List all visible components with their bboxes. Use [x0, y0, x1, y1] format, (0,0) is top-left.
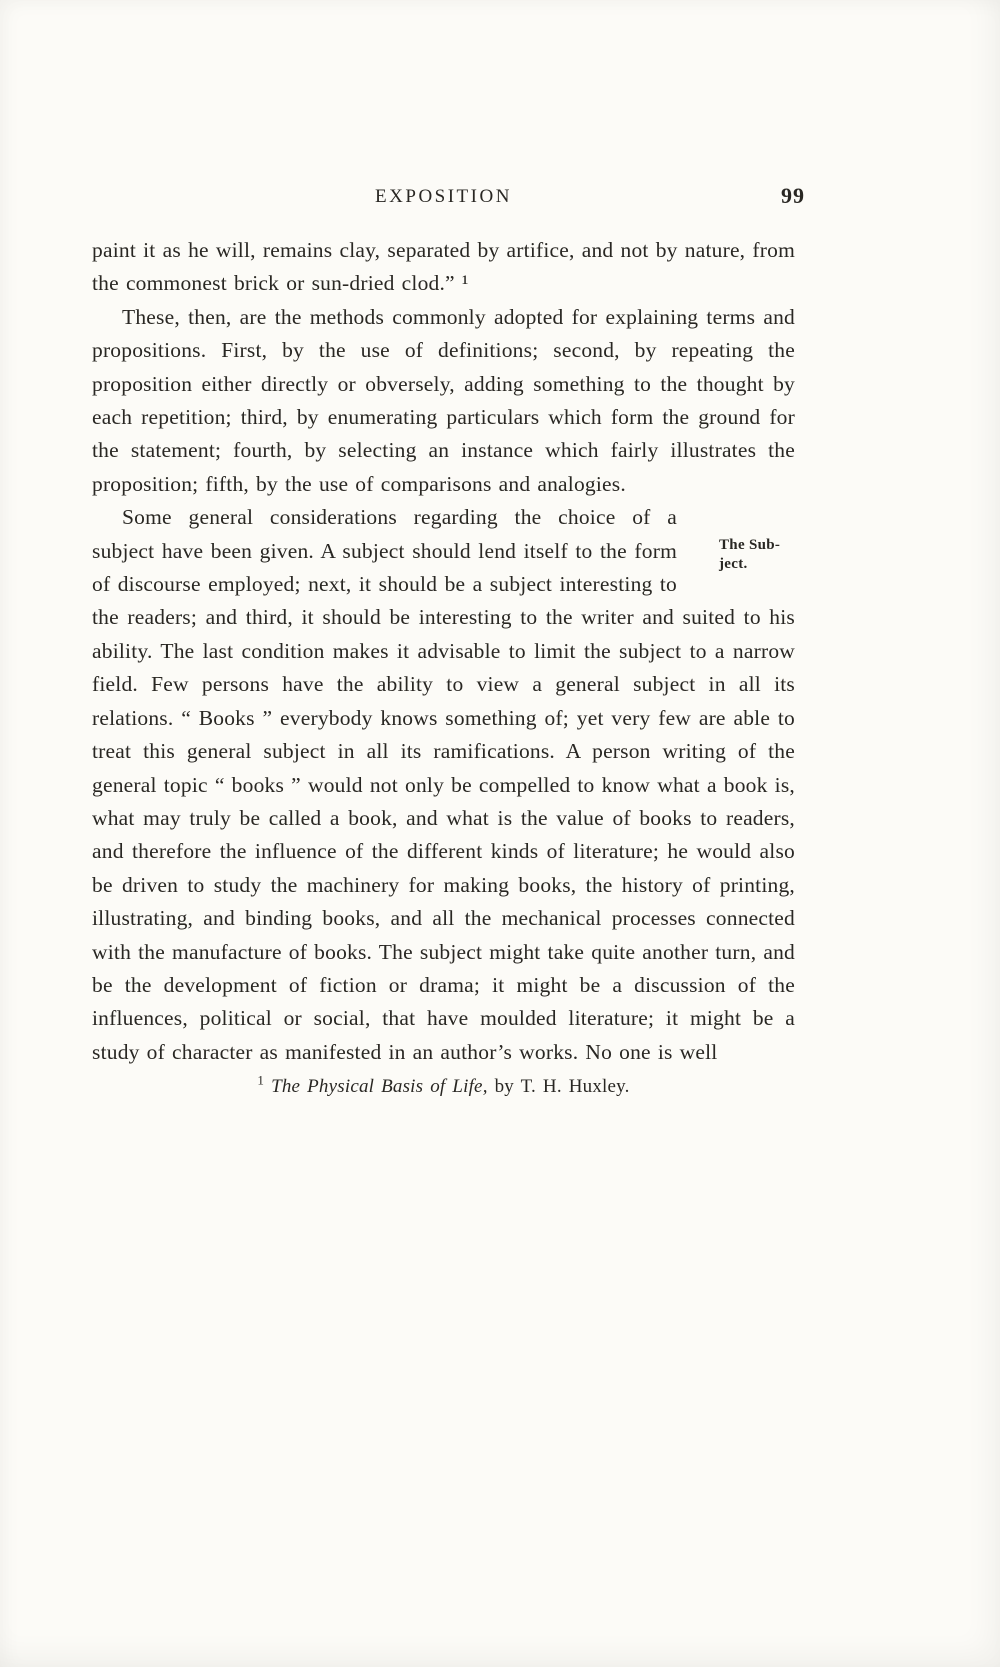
paragraph-subject: [92, 501, 795, 1069]
footnote-text: by T. H. Huxley.: [494, 1076, 630, 1098]
text-block: [92, 234, 795, 1100]
paragraph-subject-text: Some general considerations regarding the choice of a subject have been given. A subject should lend itself to the form of discourse employed; next, it should be a subject interesting to the readers; and third, it should be interesting to the writer and suited to his ability. The last condition makes it advisable to limit the subject to a narrow field. Few persons have the ability to view a general subject in all its relations. “ Books ” everybody knows something of; yet very few are able to treat this general subject in all its ramifications. A person writing of the general topic “ books ” would not only be compelled to know what a book is, what may truly be called a book, and what is the value of books to readers, and therefore the influence of the different kinds of literature; he would also be driven to study the machinery for making books, the history of printing, illustrating, and binding books, and all the mechanical processes connected with the manufacture of books. The subject might take quite another turn, and be the development of fiction or drama; it might be a discussion of the influences, political or social, that have moulded literature; it might be a study of character as manifested in an author’s works. No one is well: [92, 505, 795, 1064]
sidenote-the-subject: The Sub-ject.: [719, 537, 781, 573]
footnote: [92, 1074, 795, 1100]
paragraph-methods: [92, 301, 795, 501]
paragraph-continuation-text: paint it as he will, remains clay, separated by artifice, and not by nature, from the commonest brick or sun-dried clod.” ¹: [92, 238, 795, 296]
page-number: 99: [781, 183, 805, 208]
running-title: EXPOSITION: [375, 186, 512, 207]
footnote-marker: 1: [257, 1072, 265, 1088]
paragraph-continuation: [92, 234, 795, 301]
page-header: [92, 183, 805, 218]
paragraph-methods-text: These, then, are the methods commonly adopted for explaining terms and propositions. First, by the use of definitions; second, by repeating the proposition either directly or obversely, adding something to the thought by each repetition; third, by enumerating particulars which form the ground for the statement; fourth, by selecting an instance which fairly illustrates the proposition; fifth, by the use of comparisons and analogies.: [92, 304, 795, 496]
footnote-title: The Physical Basis of Life,: [271, 1076, 488, 1098]
